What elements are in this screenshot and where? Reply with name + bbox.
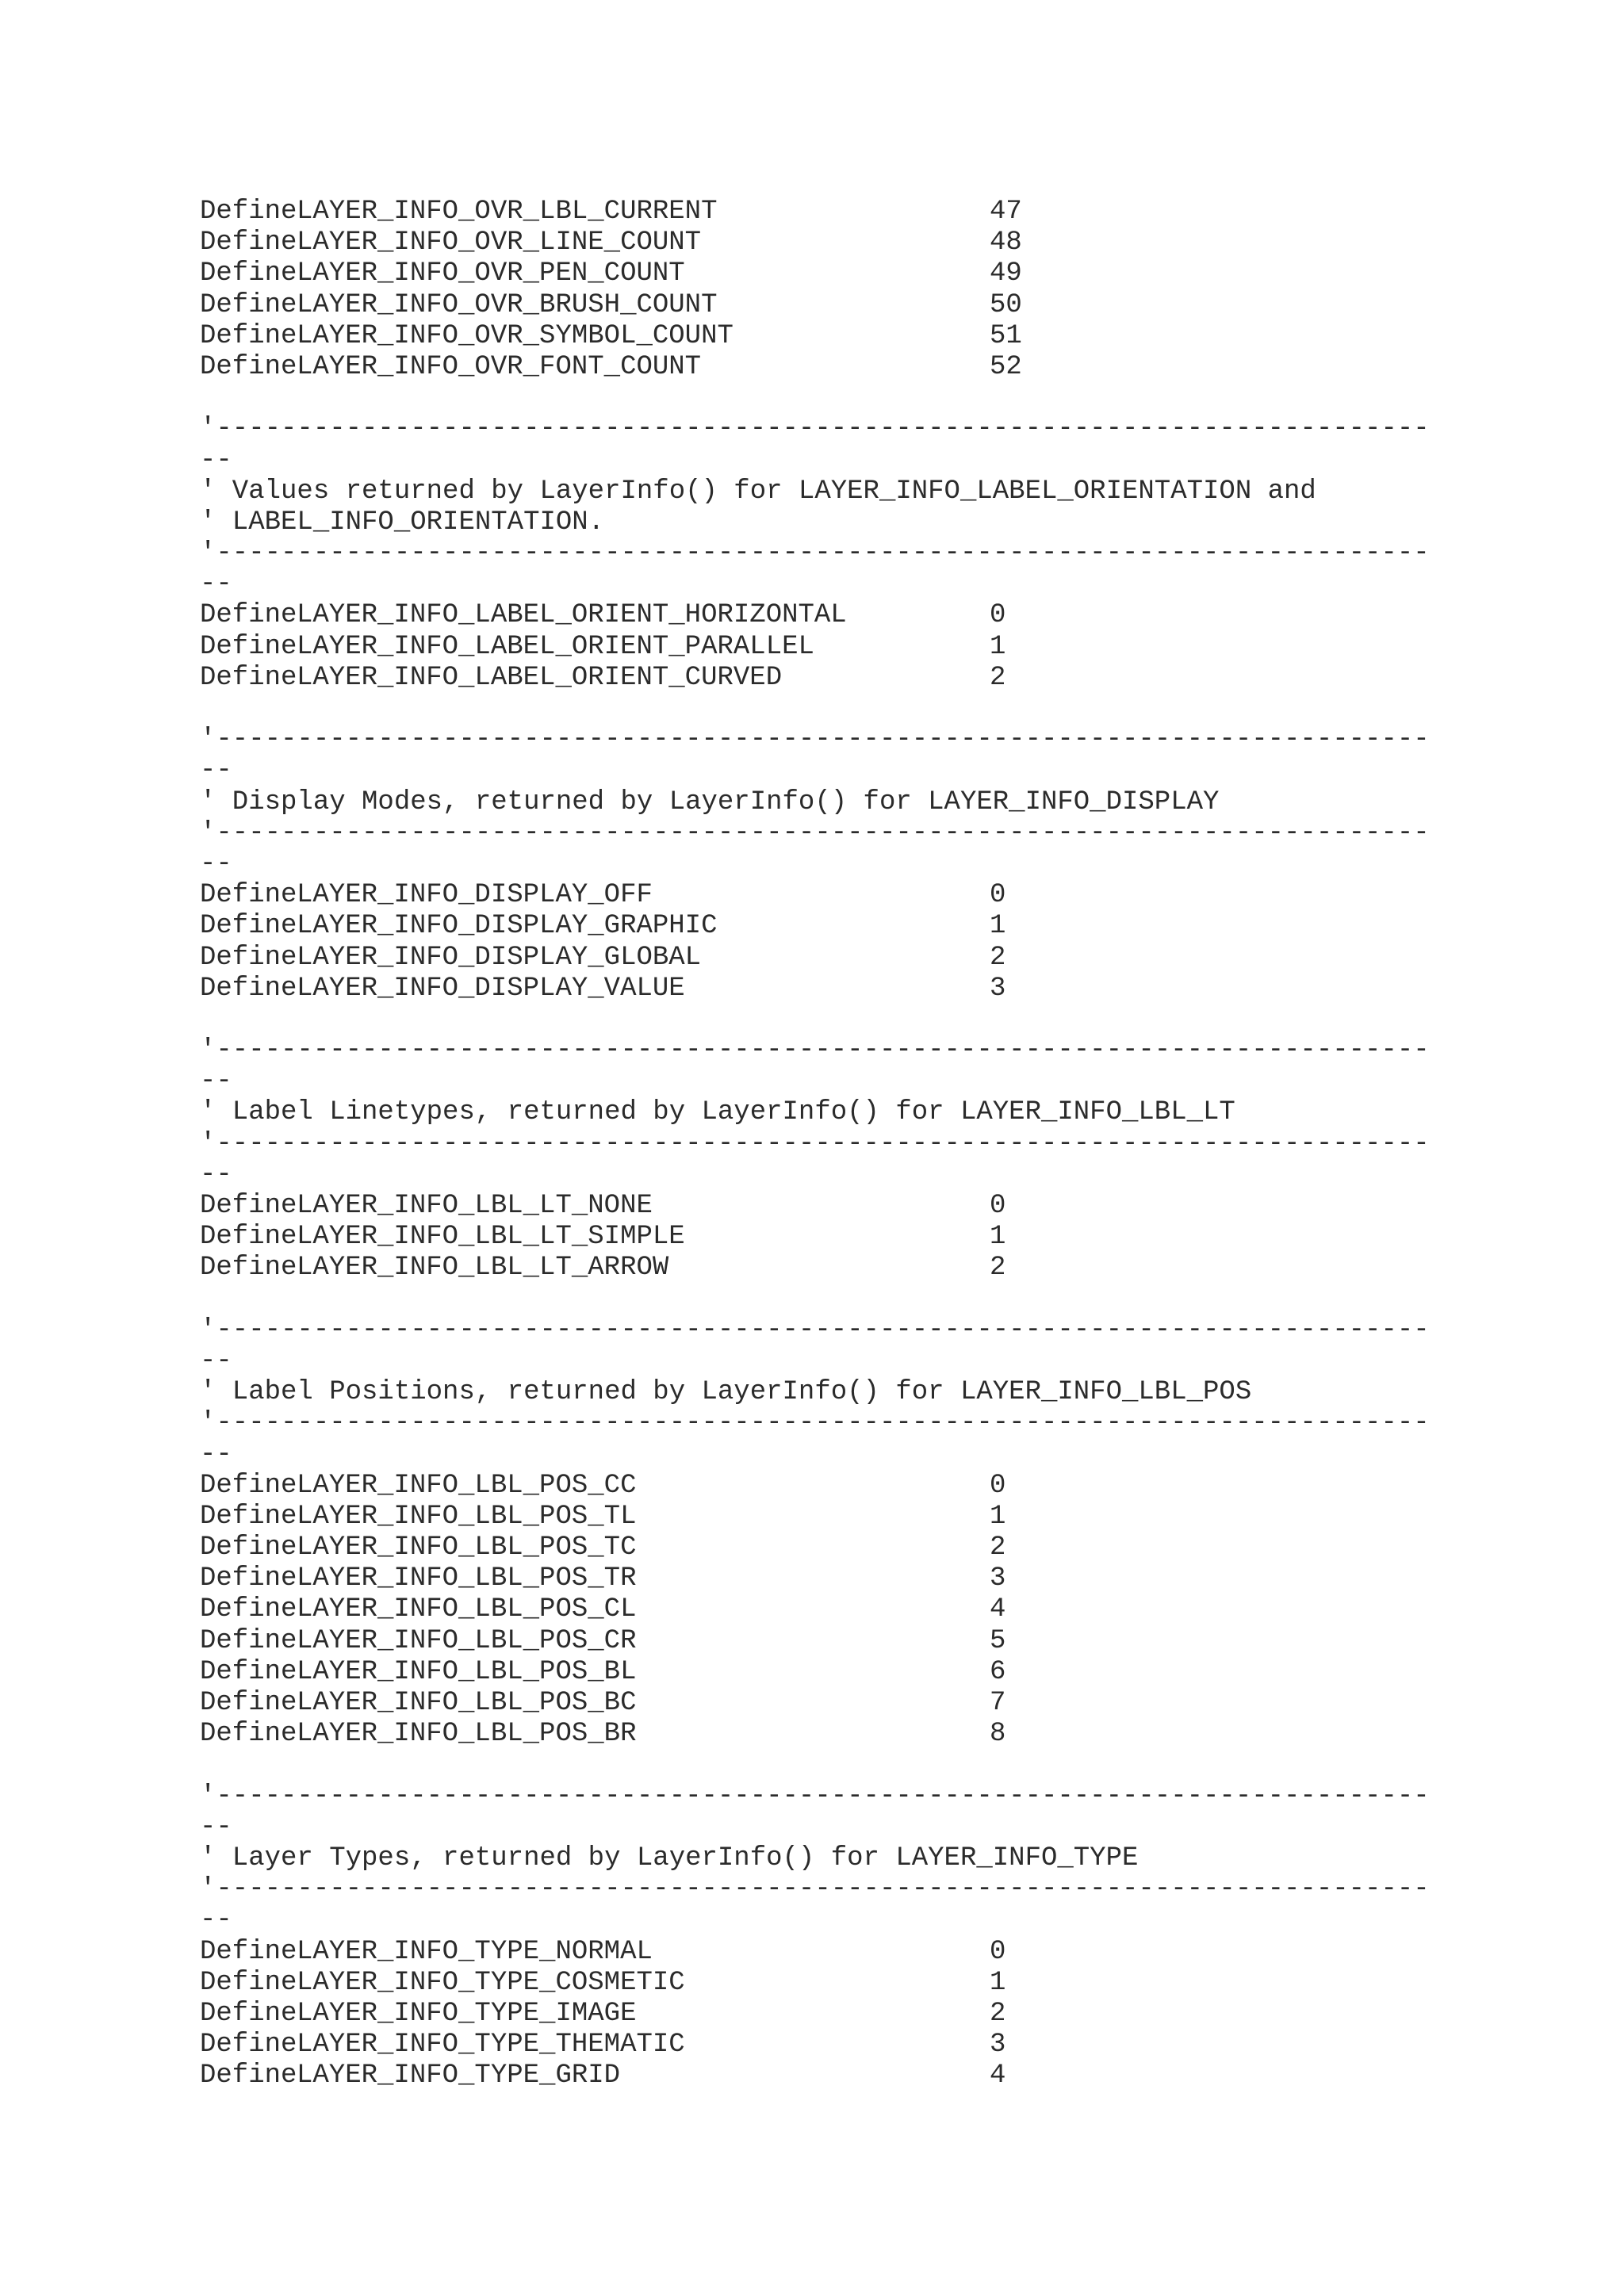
constant-name: LAYER_INFO_LBL_POS_CR: [297, 1625, 637, 1656]
define-line: [200, 352, 1548, 383]
define-keyword: Define: [200, 600, 297, 631]
constant-value: 1: [990, 1967, 1006, 1998]
comment-rule-wrap: --: [200, 756, 232, 786]
comment-rule-wrap: --: [200, 1812, 232, 1843]
define-keyword: Define: [200, 2030, 297, 2061]
define-keyword: Define: [200, 320, 297, 351]
constant-value: 6: [990, 1656, 1006, 1687]
constant-name: LAYER_INFO_LBL_POS_BL: [297, 1656, 637, 1687]
define-line: [200, 974, 1548, 1004]
constant-value: 47: [990, 197, 1022, 227]
define-line: [200, 1222, 1548, 1253]
comment-rule-wrap: --: [200, 569, 232, 600]
define-keyword: Define: [200, 1470, 297, 1501]
define-keyword: Define: [200, 1191, 297, 1221]
define-line: [200, 1191, 1548, 1222]
constant-value: 3: [990, 973, 1006, 1004]
define-line: [200, 600, 1548, 631]
constant-name: LAYER_INFO_LBL_POS_TR: [297, 1563, 637, 1594]
comment-rule: '---------------------------------------------------------------------------: [200, 414, 1430, 445]
define-keyword: Define: [200, 911, 297, 942]
constant-value: 8: [990, 1719, 1006, 1750]
define-keyword: Define: [200, 1625, 297, 1656]
comment-line: ' LABEL_INFO_ORIENTATION.: [200, 507, 605, 538]
constant-value: 51: [990, 320, 1022, 351]
constant-value: 2: [990, 942, 1006, 973]
define-line: [200, 197, 1548, 228]
constant-name: LAYER_INFO_TYPE_COSMETIC: [297, 1967, 685, 1998]
comment-line: ' Label Positions, returned by LayerInfo() for LAYER_INFO_LBL_POS: [200, 1377, 1252, 1408]
constant-value: 50: [990, 289, 1022, 320]
define-line: [200, 1719, 1548, 1750]
comment-rule: '---------------------------------------------------------------------------: [200, 538, 1430, 569]
define-line: [200, 1968, 1548, 1999]
comment-rule-wrap: --: [200, 445, 232, 476]
define-line: [200, 2061, 1548, 2091]
constant-name: LAYER_INFO_OVR_FONT_COUNT: [297, 351, 702, 382]
define-keyword: Define: [200, 1222, 297, 1253]
constant-name: LAYER_INFO_LBL_LT_ARROW: [297, 1253, 669, 1284]
constant-name: LAYER_INFO_LBL_POS_BC: [297, 1688, 637, 1718]
define-line: [200, 1502, 1548, 1533]
constant-value: 2: [990, 1253, 1006, 1284]
comment-rule-wrap: --: [200, 1439, 232, 1470]
define-keyword: Define: [200, 351, 297, 382]
constant-value: 52: [990, 351, 1022, 382]
define-keyword: Define: [200, 289, 297, 320]
comment-line: ' Layer Types, returned by LayerInfo() for LAYER_INFO_TYPE: [200, 1843, 1139, 1873]
constant-value: 1: [990, 1501, 1006, 1532]
constant-value: 0: [990, 1936, 1006, 1967]
constant-value: 7: [990, 1688, 1006, 1718]
comment-rule: '---------------------------------------------------------------------------: [200, 1408, 1430, 1439]
constant-value: 0: [990, 600, 1006, 631]
constant-name: LAYER_INFO_DISPLAY_OFF: [297, 880, 653, 911]
define-line: [200, 1563, 1548, 1594]
comment-rule: '---------------------------------------------------------------------------: [200, 1314, 1430, 1345]
constant-value: 4: [990, 1594, 1006, 1625]
constant-value: 1: [990, 911, 1006, 942]
comment-line: ' Label Linetypes, returned by LayerInfo() for LAYER_INFO_LBL_LT: [200, 1097, 1235, 1128]
constant-name: LAYER_INFO_OVR_LINE_COUNT: [297, 228, 702, 258]
define-keyword: Define: [200, 662, 297, 693]
constant-value: 2: [990, 1533, 1006, 1563]
comment-rule-wrap: --: [200, 1905, 232, 1936]
constant-name: LAYER_INFO_LBL_POS_CC: [297, 1470, 637, 1501]
define-line: [200, 1533, 1548, 1563]
constant-value: 0: [990, 1470, 1006, 1501]
define-line: [200, 943, 1548, 974]
constant-value: 48: [990, 228, 1022, 258]
comment-rule-wrap: --: [200, 848, 232, 879]
define-keyword: Define: [200, 1253, 297, 1284]
define-keyword: Define: [200, 1936, 297, 1967]
define-keyword: Define: [200, 973, 297, 1004]
define-line: [200, 911, 1548, 942]
define-line: [200, 1594, 1548, 1625]
constant-value: 2: [990, 662, 1006, 693]
constant-name: LAYER_INFO_TYPE_IMAGE: [297, 1998, 637, 2029]
define-line: [200, 663, 1548, 694]
constant-name: LAYER_INFO_LABEL_ORIENT_PARALLEL: [297, 631, 814, 662]
constant-value: 49: [990, 258, 1022, 289]
constant-name: LAYER_INFO_LABEL_ORIENT_CURVED: [297, 662, 783, 693]
define-keyword: Define: [200, 2061, 297, 2091]
blank-line: [200, 1004, 1548, 1035]
constant-value: 1: [990, 631, 1006, 662]
define-keyword: Define: [200, 1688, 297, 1718]
define-line: [200, 1471, 1548, 1502]
blank-line: [200, 383, 1548, 414]
constant-name: LAYER_INFO_LBL_POS_CL: [297, 1594, 637, 1625]
constant-name: LAYER_INFO_OVR_PEN_COUNT: [297, 258, 685, 289]
constant-name: LAYER_INFO_TYPE_NORMAL: [297, 1936, 653, 1967]
define-keyword: Define: [200, 1998, 297, 2029]
comment-line: ' Display Modes, returned by LayerInfo() for LAYER_INFO_DISPLAY: [200, 786, 1220, 817]
constant-name: LAYER_INFO_OVR_LBL_CURRENT: [297, 197, 718, 227]
define-keyword: Define: [200, 1501, 297, 1532]
define-line: [200, 290, 1548, 321]
constant-name: LAYER_INFO_LBL_POS_BR: [297, 1719, 637, 1750]
comment-rule: '---------------------------------------------------------------------------: [200, 725, 1430, 756]
define-line: [200, 1657, 1548, 1688]
constant-name: LAYER_INFO_DISPLAY_GLOBAL: [297, 942, 702, 973]
constant-value: 2: [990, 1998, 1006, 2029]
comment-rule: '---------------------------------------------------------------------------: [200, 1035, 1430, 1066]
define-keyword: Define: [200, 258, 297, 289]
comment-rule: '---------------------------------------------------------------------------: [200, 1781, 1430, 1812]
define-keyword: Define: [200, 1563, 297, 1594]
define-keyword: Define: [200, 1719, 297, 1750]
comment-rule: '---------------------------------------------------------------------------: [200, 1874, 1430, 1905]
define-keyword: Define: [200, 228, 297, 258]
constant-name: LAYER_INFO_LBL_LT_SIMPLE: [297, 1222, 685, 1253]
constant-name: LAYER_INFO_LBL_POS_TL: [297, 1501, 637, 1532]
define-keyword: Define: [200, 1594, 297, 1625]
constant-name: LAYER_INFO_LBL_LT_NONE: [297, 1191, 653, 1221]
blank-line: [200, 694, 1548, 725]
define-line: [200, 1999, 1548, 2030]
comment-rule: '---------------------------------------------------------------------------: [200, 1128, 1430, 1159]
code-listing: [200, 197, 1548, 2091]
constant-name: LAYER_INFO_TYPE_GRID: [297, 2061, 621, 2091]
comment-rule-wrap: --: [200, 1066, 232, 1097]
constant-value: 4: [990, 2061, 1006, 2091]
define-line: [200, 1253, 1548, 1284]
constant-name: LAYER_INFO_DISPLAY_GRAPHIC: [297, 911, 718, 942]
define-line: [200, 632, 1548, 663]
comment-line: ' Values returned by LayerInfo() for LAYER_INFO_LABEL_ORIENTATION and: [200, 476, 1316, 507]
blank-line: [200, 1750, 1548, 1781]
define-keyword: Define: [200, 1967, 297, 1998]
comment-rule: '---------------------------------------------------------------------------: [200, 817, 1430, 848]
define-line: [200, 1937, 1548, 1968]
define-keyword: Define: [200, 942, 297, 973]
define-keyword: Define: [200, 197, 297, 227]
define-keyword: Define: [200, 880, 297, 911]
define-line: [200, 1626, 1548, 1657]
constant-value: 3: [990, 2030, 1006, 2061]
define-keyword: Define: [200, 631, 297, 662]
define-line: [200, 258, 1548, 289]
define-line: [200, 880, 1548, 911]
constant-name: LAYER_INFO_TYPE_THEMATIC: [297, 2030, 685, 2061]
constant-value: 5: [990, 1625, 1006, 1656]
define-line: [200, 1688, 1548, 1719]
constant-name: LAYER_INFO_OVR_SYMBOL_COUNT: [297, 320, 733, 351]
constant-value: 3: [990, 1563, 1006, 1594]
constant-value: 1: [990, 1222, 1006, 1253]
define-line: [200, 228, 1548, 258]
define-line: [200, 321, 1548, 352]
constant-name: LAYER_INFO_LABEL_ORIENT_HORIZONTAL: [297, 600, 847, 631]
define-keyword: Define: [200, 1533, 297, 1563]
comment-rule-wrap: --: [200, 1159, 232, 1190]
constant-name: LAYER_INFO_OVR_BRUSH_COUNT: [297, 289, 718, 320]
constant-name: LAYER_INFO_LBL_POS_TC: [297, 1533, 637, 1563]
define-keyword: Define: [200, 1656, 297, 1687]
constant-name: LAYER_INFO_DISPLAY_VALUE: [297, 973, 685, 1004]
define-line: [200, 2030, 1548, 2061]
constant-value: 0: [990, 1191, 1006, 1221]
blank-line: [200, 1284, 1548, 1315]
constant-value: 0: [990, 880, 1006, 911]
comment-rule-wrap: --: [200, 1345, 232, 1376]
